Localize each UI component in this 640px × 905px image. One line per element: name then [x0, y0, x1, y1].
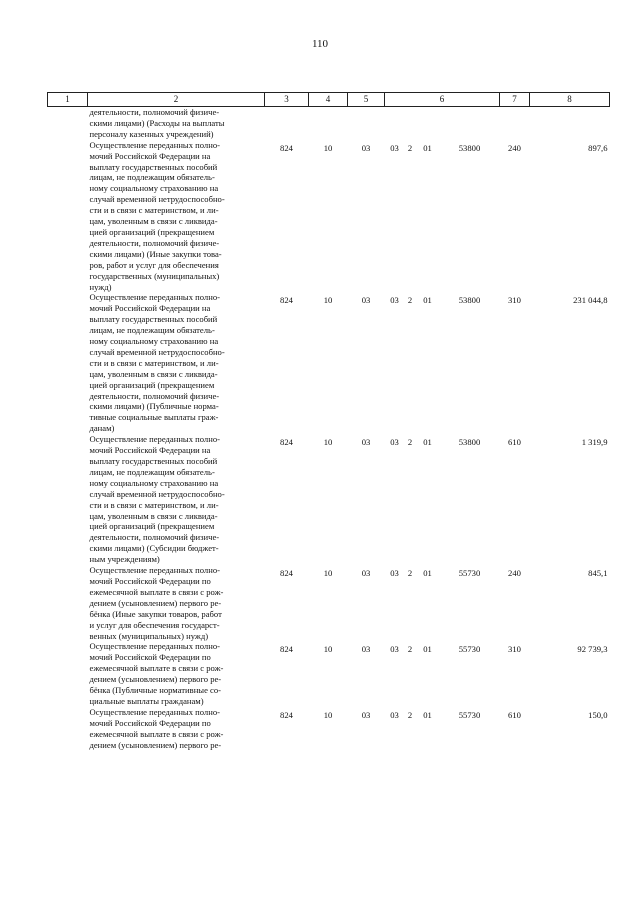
- continuation-text: деятельности, полномочий физиче- скими лицами) (Расходы на выплаты персоналу казенных учреждений): [89, 107, 225, 139]
- ved-cell: 824: [280, 437, 293, 448]
- sum-cell: 845,1: [588, 568, 608, 579]
- csr-program-cell: 03: [390, 568, 399, 579]
- csr-activity-cell: 01: [423, 709, 432, 720]
- col-header-5: 5: [348, 93, 385, 107]
- vr-cell: 240: [508, 568, 521, 579]
- col1-empty-cell: [48, 140, 88, 293]
- row-name-cell: Осуществление переданных полно- мочий Российской Федерации на выплату государственных пособий лицам, не подлежащим обязатель- ному социальному страхованию на случай временной нетрудоспособно- сти и в связи с материнством, и ли- цам, уволенным в связи с ликвида- цией организаций (прекращением деятельности, полномочий физиче- скими лицами) (Иные закупки това- ров, работ и услуг для обеспечения государственных (муниципальных) нужд): [89, 139, 225, 292]
- table-row: [48, 140, 610, 293]
- csr-program-cell: 03: [390, 142, 399, 153]
- csr-activity-cell: 01: [423, 142, 432, 153]
- pr-cell: 03: [361, 709, 371, 720]
- csr-direction-cell: 53800: [458, 142, 481, 153]
- col1-empty-cell: [48, 707, 88, 751]
- col1-empty-cell: [48, 434, 88, 565]
- csr-activity-cell: 01: [423, 568, 432, 579]
- csr-subprogram-cell: 2: [407, 437, 413, 448]
- vr-cell: 610: [508, 709, 521, 720]
- pr-cell: 03: [361, 437, 371, 448]
- rz-cell: 10: [323, 644, 333, 655]
- continuation-row: [48, 107, 610, 140]
- col-header-6: 6: [385, 93, 500, 107]
- csr-subprogram-cell: 2: [407, 644, 413, 655]
- pr-cell: 03: [361, 295, 371, 306]
- rz-cell: 10: [323, 142, 333, 153]
- csr-direction-cell: 55730: [458, 709, 481, 720]
- ved-cell: 824: [280, 644, 293, 655]
- pr-cell: 03: [361, 644, 371, 655]
- col-header-3: 3: [265, 93, 309, 107]
- vr-cell: 310: [508, 644, 521, 655]
- row-name-cell: Осуществление переданных полно- мочий Российской Федерации на выплату государственных пособий лицам, не подлежащим обязатель- ному социальному страхованию на случай временной нетрудоспособно- сти и в связи с материнством, и ли- цам, уволенным в связи с ликвида- цией организаций (прекращением деятельности, полномочий физиче- скими лицами) (Субсидии бюджет- ным учреждениям): [89, 434, 225, 565]
- csr-subprogram-cell: 2: [407, 295, 413, 306]
- rz-cell: 10: [323, 437, 333, 448]
- csr-program-cell: 03: [390, 644, 399, 655]
- csr-program-cell: 03: [390, 295, 399, 306]
- csr-direction-cell: 53800: [458, 437, 481, 448]
- col-header-8: 8: [530, 93, 610, 107]
- csr-subprogram-cell: 2: [407, 568, 413, 579]
- vr-cell: 610: [508, 437, 521, 448]
- csr-subprogram-cell: 2: [407, 709, 413, 720]
- col1-empty-cell: [48, 565, 88, 641]
- csr-program-cell: 03: [390, 709, 399, 720]
- row-name-cell: Осуществление переданных полно- мочий Российской Федерации по ежемесячной выплате в связи с рож- дением (усыновлением) первого ре-: [89, 706, 224, 750]
- ved-cell: 824: [280, 295, 293, 306]
- pr-cell: 03: [361, 142, 371, 153]
- vr-cell: 310: [508, 295, 521, 306]
- col-header-4: 4: [309, 93, 348, 107]
- sum-cell: 1 319,9: [581, 437, 608, 448]
- sum-cell: 92 739,3: [577, 644, 608, 655]
- col1-empty-cell: [48, 641, 88, 706]
- table-row: [48, 434, 610, 565]
- ved-cell: 824: [280, 142, 293, 153]
- table-body: [48, 107, 610, 751]
- csr-direction-cell: 53800: [458, 295, 481, 306]
- csr-activity-cell: 01: [423, 644, 432, 655]
- table-header: [48, 93, 610, 107]
- table-row: [48, 292, 610, 434]
- ved-cell: 824: [280, 709, 293, 720]
- col-header-2: 2: [88, 93, 265, 107]
- row-name-cell: Осуществление переданных полно- мочий Российской Федерации по ежемесячной выплате в связи с рож- дением (усыновлением) первого ре- бёнка (Иные закупки товаров, работ и услуг для обеспечения государст- венных (муниципальных) нужд): [89, 565, 224, 641]
- col-header-1: 1: [48, 93, 88, 107]
- sum-cell: 231 044,8: [573, 295, 608, 306]
- pr-cell: 03: [361, 568, 371, 579]
- csr-program-cell: 03: [390, 437, 399, 448]
- budget-table: [47, 92, 610, 750]
- csr-direction-cell: 55730: [458, 568, 481, 579]
- sum-cell: 150,0: [588, 709, 608, 720]
- col-header-7: 7: [500, 93, 530, 107]
- table-row: [48, 565, 610, 641]
- csr-activity-cell: 01: [423, 437, 432, 448]
- sum-cell: 897,6: [588, 142, 608, 153]
- csr-subprogram-cell: 2: [407, 142, 413, 153]
- csr-activity-cell: 01: [423, 295, 432, 306]
- table-row: [48, 707, 610, 751]
- ved-cell: 824: [280, 568, 293, 579]
- table-row: [48, 641, 610, 706]
- row-name-cell: Осуществление переданных полно- мочий Российской Федерации на выплату государственных пособий лицам, не подлежащим обязатель- ному социальному страхованию на случай временной нетрудоспособно- сти и в связи с материнством, и ли- цам, уволенным в связи с ликвида- цией организаций (прекращением деятельности, полномочий физиче- скими лицами) (Публичные норма- тивные социальные выплаты граж- данам): [89, 292, 225, 434]
- rz-cell: 10: [323, 295, 333, 306]
- row-name-cell: Осуществление переданных полно- мочий Российской Федерации по ежемесячной выплате в связи с рож- дением (усыновлением) первого ре- бёнка (Публичные нормативные со- циальные выплаты гражданам): [89, 641, 224, 706]
- csr-direction-cell: 55730: [458, 644, 481, 655]
- page-number: 110: [311, 38, 329, 50]
- rz-cell: 10: [323, 709, 333, 720]
- rz-cell: 10: [323, 568, 333, 579]
- col1-empty-cell: [48, 292, 88, 434]
- vr-cell: 240: [508, 142, 521, 153]
